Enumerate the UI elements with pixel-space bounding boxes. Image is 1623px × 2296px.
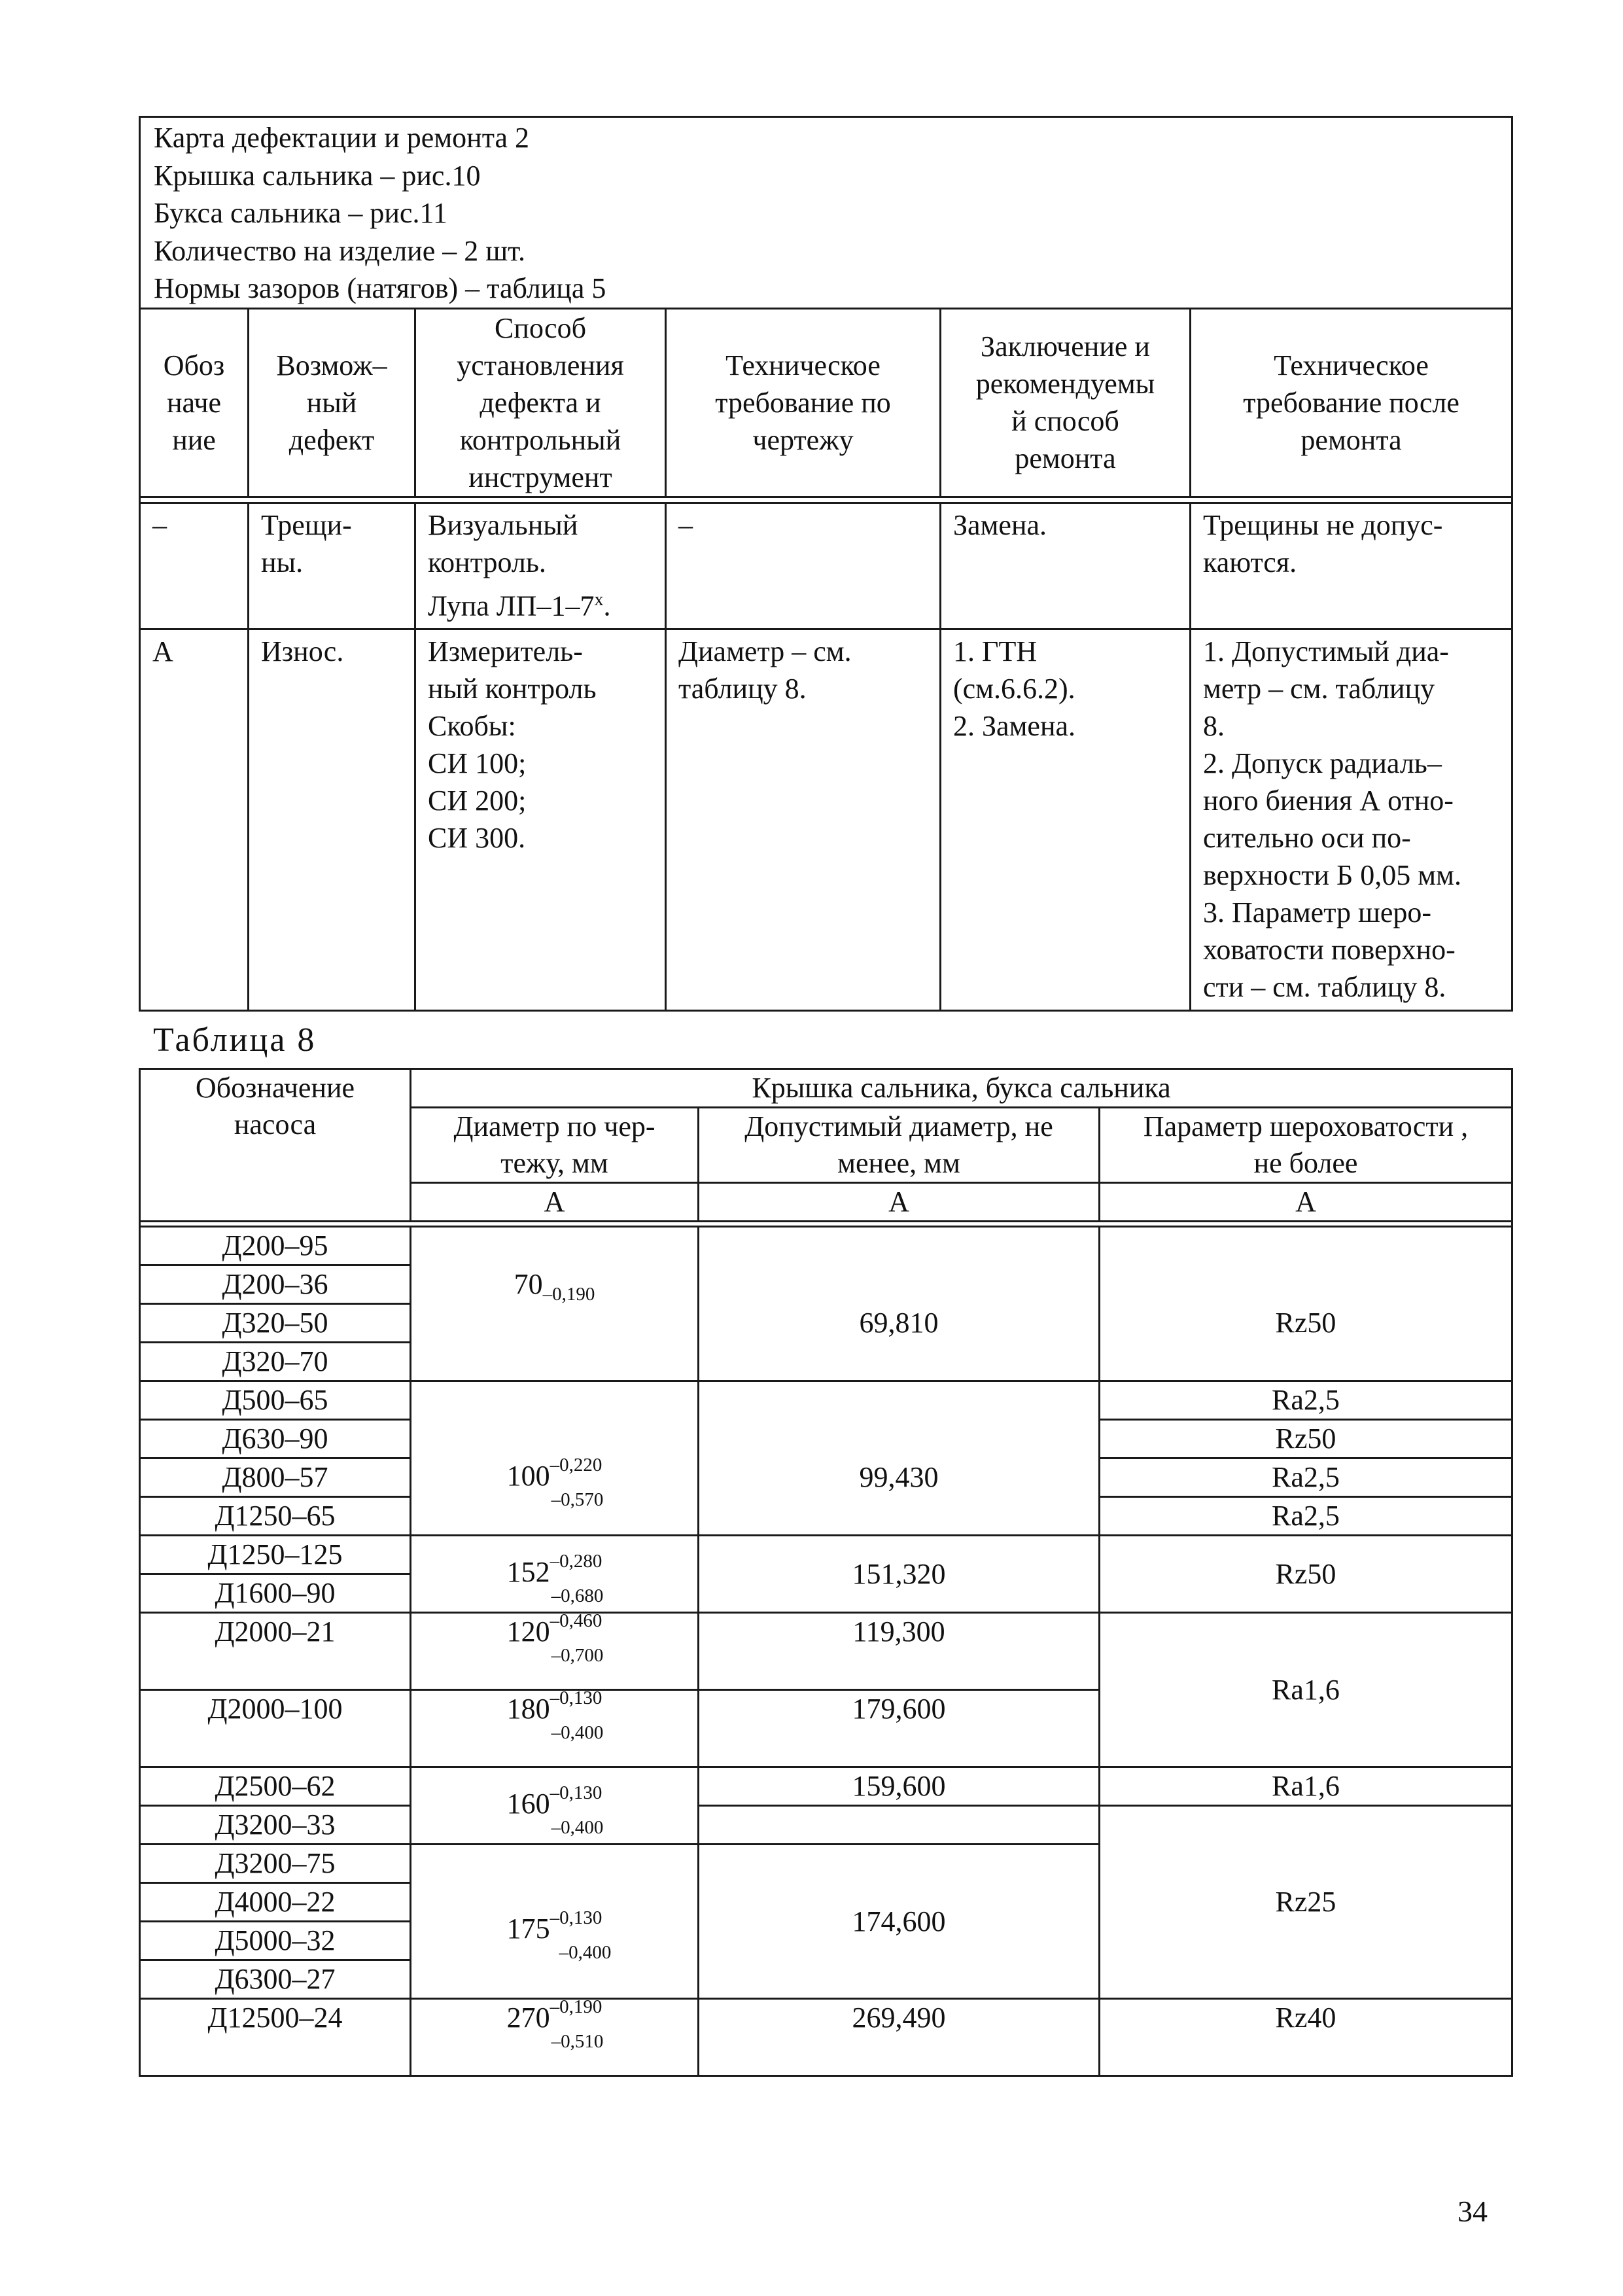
rough-cell: Ra1,6	[1100, 1767, 1512, 1806]
pump-cell: Д200–36	[140, 1265, 411, 1304]
t8-surface-a: А	[699, 1183, 1100, 1222]
diam-cell: $180^{-0,130}$ –0,400	[411, 1690, 699, 1767]
pump-cell: Д800–57	[140, 1458, 411, 1497]
rough-cell: Rz40	[1100, 1999, 1512, 2076]
page-number: 34	[1457, 2195, 1488, 2228]
header-after-repair: Техническое требование после ремонта	[1191, 308, 1512, 497]
pump-cell: Д2500–62	[140, 1767, 411, 1806]
pump-cell: Д320–70	[140, 1343, 411, 1381]
card-title: Карта дефектации и ремонта 2	[154, 122, 529, 154]
pump-cell: Д3200–75	[140, 1845, 411, 1883]
pump-cell: Д320–50	[140, 1304, 411, 1343]
pump-cell: Д2000–21	[140, 1613, 411, 1690]
rough-cell: Ra2,5	[1100, 1497, 1512, 1536]
rough-cell: Ra2,5	[1100, 1458, 1512, 1497]
header-method: Способ установления дефекта и контрольный инструмент	[415, 308, 666, 497]
table8-title: Таблица 8	[153, 1021, 317, 1059]
pump-cell: Д200–95	[140, 1227, 411, 1265]
allowed-cell: 151,320	[699, 1536, 1100, 1613]
card-clearance-norms: Нормы зазоров (натягов) – таблица 5	[154, 272, 606, 304]
card-quantity: Количество на изделие – 2 шт.	[154, 234, 526, 267]
t8-header-diam: Диаметр по чер- тежу, мм	[411, 1108, 699, 1183]
rough-cell: Rz50	[1100, 1536, 1512, 1613]
pump-cell: Д500–65	[140, 1381, 411, 1420]
pump-cell: Д1250–125	[140, 1536, 411, 1574]
row1-after-repair: Трещины не допус- каются.	[1191, 503, 1512, 629]
pump-cell: Д630–90	[140, 1420, 411, 1458]
t8-surface-a: А	[411, 1183, 699, 1222]
t8-header-group: Крышка сальника, букса сальника	[411, 1069, 1512, 1108]
card-part-cover: Крышка сальника – рис.10	[154, 159, 481, 192]
diam-cell: $120^{-0,460}$ –0,700	[411, 1613, 699, 1690]
row2-after-repair: 1. Допустимый диа- метр – см. таблицу 8. 2. Допуск радиаль– ного биения А отно- сительно оси по- верхности Б 0,05 мм. 3. Параметр шеро- ховатости поверхно- сти – см. таблицу 8.	[1191, 629, 1512, 1011]
row1-tech-req: –	[666, 503, 941, 629]
header-tech-req: Техническое требование по чертежу	[666, 308, 941, 497]
pump-cell: Д12500–24	[140, 1999, 411, 2076]
card-part-bushing: Букса сальника – рис.11	[154, 197, 447, 229]
row2-conclusion: 1. ГТН (см.6.6.2). 2. Замена.	[941, 629, 1191, 1011]
defect-card-table	[139, 116, 1513, 1012]
diam-cell: $100^{-0,220}$ –0,570	[411, 1381, 699, 1536]
table-row	[140, 629, 1512, 1011]
pump-cell: Д5000–32	[140, 1922, 411, 1960]
rough-cell: Rz25	[1100, 1806, 1512, 1999]
row1-defect: Трещи- ны.	[249, 503, 415, 629]
rough-cell: Ra1,6	[1100, 1613, 1512, 1767]
pump-cell: Д2000–100	[140, 1690, 411, 1767]
t8-header-allowed: Допустимый диаметр, не менее, мм	[699, 1108, 1100, 1183]
row2-defect: Износ.	[249, 629, 415, 1011]
allowed-cell: 119,300	[699, 1613, 1100, 1690]
diam-cell: $270^{-0,190}$ –0,510	[411, 1999, 699, 2076]
pump-cell: Д3200–33	[140, 1806, 411, 1845]
row1-method: Визуальный контроль. Лупа $ЛП-1-7^х$.	[415, 503, 666, 629]
table-row	[140, 503, 1512, 629]
allowed-cell: 159,600	[699, 1767, 1100, 1806]
row1-designation: –	[140, 503, 249, 629]
pump-cell: Д6300–27	[140, 1960, 411, 1999]
rough-cell: Rz50	[1100, 1420, 1512, 1458]
diam-cell: $160^{-0,130}$ –0,400	[411, 1767, 699, 1845]
pump-cell: Д1250–65	[140, 1497, 411, 1536]
pump-cell: Д1600–90	[140, 1574, 411, 1613]
rough-cell: Ra2,5	[1100, 1381, 1512, 1420]
allowed-cell: 179,600	[699, 1690, 1100, 1767]
allowed-empty	[699, 1806, 1100, 1845]
row2-method: Измеритель- ный контроль Скобы: СИ 100; СИ 200; СИ 300.	[415, 629, 666, 1011]
card-info	[140, 117, 1512, 309]
allowed-cell: 174,600	[699, 1845, 1100, 1999]
row2-designation: А	[140, 629, 249, 1011]
header-conclusion: Заключение и рекомендуемы й способ ремонта	[941, 308, 1191, 497]
allowed-cell: 69,810	[699, 1227, 1100, 1381]
rough-cell: Rz50	[1100, 1227, 1512, 1381]
t8-surface-a: А	[1100, 1183, 1512, 1222]
diam-cell: $70_{-0,190}$	[411, 1227, 699, 1381]
row1-conclusion: Замена.	[941, 503, 1191, 629]
row2-tech-req: Диаметр – см. таблицу 8.	[666, 629, 941, 1011]
diam-cell: $175^{-0,130}$ –0,400	[411, 1845, 699, 1999]
pump-cell: Д4000–22	[140, 1883, 411, 1922]
t8-header-rough: Параметр шероховатости , не более	[1100, 1108, 1512, 1183]
header-defect: Возмож– ный дефект	[249, 308, 415, 497]
allowed-cell: 99,430	[699, 1381, 1100, 1536]
t8-header-pump: Обозначение насоса	[140, 1069, 411, 1222]
diam-cell: $152^{-0,280}$ –0,680	[411, 1536, 699, 1613]
header-designation: Обоз наче ние	[140, 308, 249, 497]
allowed-cell: 269,490	[699, 1999, 1100, 2076]
table8	[139, 1068, 1513, 2077]
